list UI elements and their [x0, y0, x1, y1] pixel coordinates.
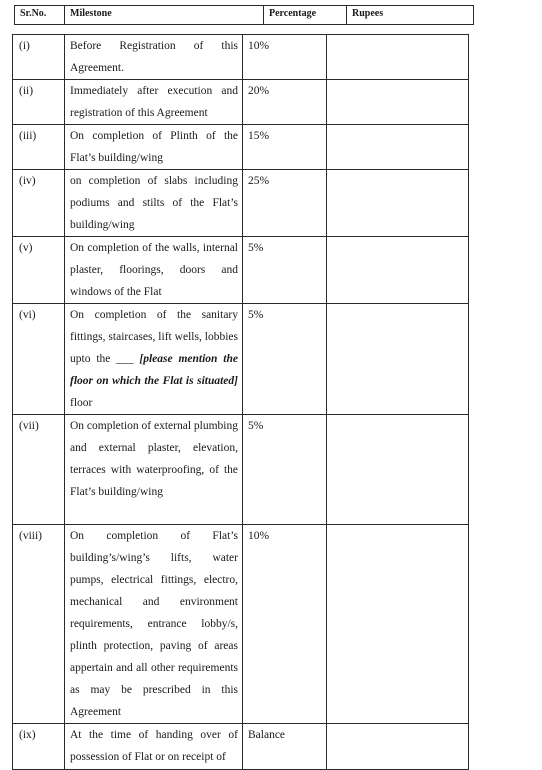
- table-row: [13, 237, 469, 304]
- table-row: [13, 525, 469, 724]
- table-row: [13, 170, 469, 237]
- percentage-cell: 5%: [243, 237, 327, 304]
- rupees-cell: [327, 80, 469, 125]
- table-row: [13, 415, 469, 525]
- header-rupees: Rupees: [347, 6, 474, 25]
- percentage-cell: 5%: [243, 415, 327, 525]
- percentage-cell: 20%: [243, 80, 327, 125]
- milestone-cell: At the time of handing over of possession of Flat or on receipt of: [65, 724, 243, 770]
- sr-no-cell: (viii): [13, 525, 65, 724]
- rupees-cell: [327, 125, 469, 170]
- percentage-cell: 5%: [243, 304, 327, 415]
- milestone-cell: Immediately after execution and registration of this Agreement: [65, 80, 243, 125]
- header-sr-no: Sr.No.: [15, 6, 65, 25]
- sr-no-cell: (iii): [13, 125, 65, 170]
- percentage-cell: 25%: [243, 170, 327, 237]
- sr-no-cell: (vii): [13, 415, 65, 525]
- table-row: [13, 304, 469, 415]
- milestone-text-end: floor: [70, 397, 93, 409]
- milestone-cell: On completion of Plinth of the Flat’s building/wing: [65, 125, 243, 170]
- milestone-emphasis: [please mention the floor on which the Flat is situated]: [70, 353, 239, 387]
- sr-no-cell: (i): [13, 35, 65, 80]
- percentage-cell: 10%: [243, 525, 327, 724]
- header-percentage: Percentage: [264, 6, 347, 25]
- rupees-cell: [327, 170, 469, 237]
- payment-schedule-table: [12, 34, 469, 770]
- table-row: [13, 80, 469, 125]
- milestone-cell: [65, 304, 243, 415]
- sr-no-cell: (v): [13, 237, 65, 304]
- header-row: [15, 6, 474, 25]
- rupees-cell: [327, 525, 469, 724]
- table-header: [14, 5, 474, 25]
- milestone-cell: On completion of the walls, internal plaster, floorings, doors and windows of the Flat: [65, 237, 243, 304]
- rupees-cell: [327, 35, 469, 80]
- milestone-text: On completion of the sanitary fittings, staircases, lift wells, lobbies upto the ___: [70, 309, 238, 365]
- table-row: [13, 35, 469, 80]
- sr-no-cell: (iv): [13, 170, 65, 237]
- percentage-cell: 15%: [243, 125, 327, 170]
- table-row: [13, 724, 469, 770]
- milestone-cell: Before Registration of this Agreement.: [65, 35, 243, 80]
- sr-no-cell: (ii): [13, 80, 65, 125]
- rupees-cell: [327, 237, 469, 304]
- header-milestone: Milestone: [65, 6, 264, 25]
- sr-no-cell: (ix): [13, 724, 65, 770]
- milestone-cell: On completion of Flat’s building’s/wing’s lifts, water pumps, electrical fittings, electro, mechanical and environment requirements, entrance lobby/s, plinth protection, paving of areas appertain and all other requirements as may be prescribed in this Agreement: [65, 525, 243, 724]
- milestone-cell: On completion of external plumbing and external plaster, elevation, terraces with waterproofing, of the Flat’s building/wing: [65, 415, 243, 525]
- rupees-cell: [327, 415, 469, 525]
- table-row: [13, 125, 469, 170]
- milestone-cell: on completion of slabs including podiums and stilts of the Flat’s building/wing: [65, 170, 243, 237]
- percentage-cell: 10%: [243, 35, 327, 80]
- sr-no-cell: (vi): [13, 304, 65, 415]
- rupees-cell: [327, 724, 469, 770]
- percentage-cell: Balance: [243, 724, 327, 770]
- rupees-cell: [327, 304, 469, 415]
